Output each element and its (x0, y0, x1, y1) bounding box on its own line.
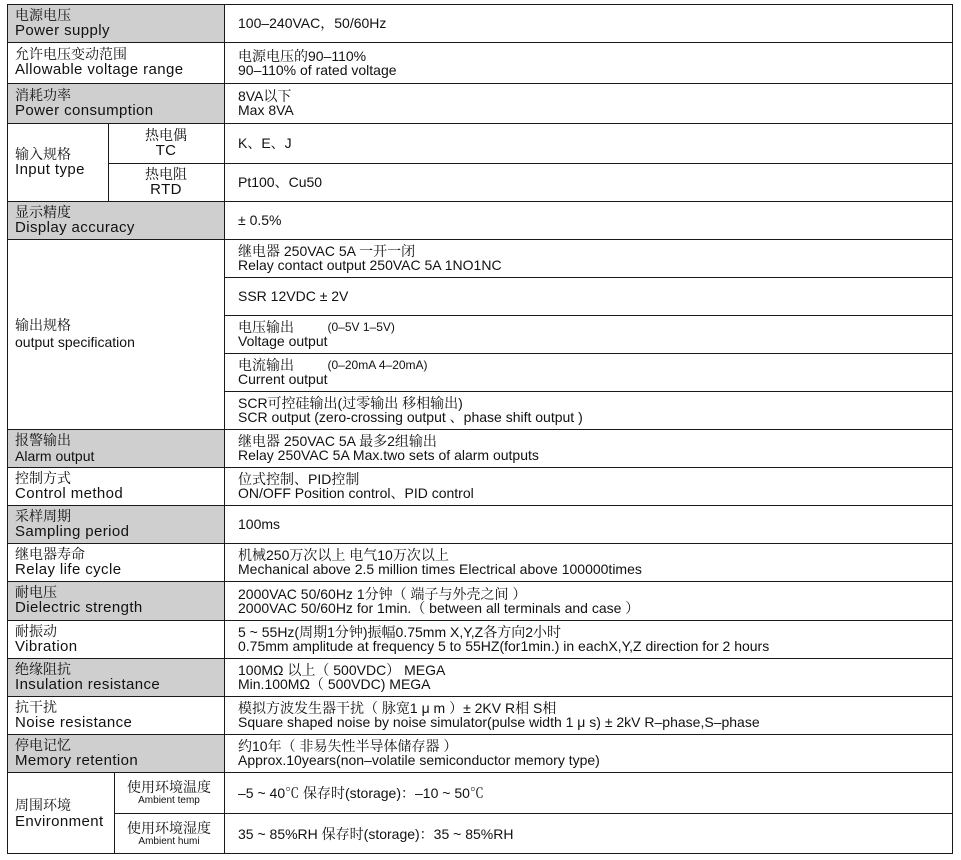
label-en: Allowable voltage range (15, 61, 184, 78)
value-sampling-period (224, 505, 953, 543)
label-noise (7, 696, 224, 734)
value-display-accuracy (224, 201, 953, 239)
value-cn: 继电器 250VAC 5A 最多2组输出 (238, 433, 437, 449)
value-en: Mechanical above 2.5 million times Electrical above 100000times (238, 561, 642, 577)
sublabel-cn: 使用环境温度 (127, 778, 211, 795)
value-tc (224, 123, 953, 163)
sublabel-rtd (108, 163, 224, 201)
value-cn: 位式控制、PID控制 (238, 471, 360, 487)
value-text: Pt100、Cu50 (238, 174, 323, 190)
value-output-relay (224, 239, 953, 277)
label-cn: 抗干扰 (15, 698, 57, 715)
value-insulation (224, 658, 953, 696)
value-cn: 电流输出 (238, 357, 294, 373)
sublabel-ambient-humi (114, 813, 224, 854)
value-cn: 2000VAC 50/60Hz 1分钟（ 端子与外壳之间 ） (238, 585, 527, 602)
value-en: Max 8VA (238, 102, 294, 118)
label-cn: 允许电压变动范围 (15, 46, 127, 62)
label-memory (7, 734, 224, 772)
label-power-supply (7, 4, 224, 42)
value-en: 90–110% of rated voltage (238, 61, 397, 78)
value-en: ON/OFF Position control、PID control (238, 485, 474, 501)
label-en: Environment (15, 813, 104, 830)
value-text: SSR 12VDC ± 2V (238, 288, 349, 304)
value-control-method (224, 467, 953, 505)
value-cn: 电压输出 (238, 319, 294, 335)
sublabel-tc (108, 123, 224, 163)
value-en: Relay contact output 250VAC 5A 1NO1NC (238, 257, 502, 273)
value-text: 35 ~ 85%RH 保存时(storage)：35 ~ 85%RH (238, 825, 514, 842)
label-cn: 耐电压 (15, 584, 57, 600)
value-alarm-output (224, 429, 953, 467)
value-en: Voltage output (238, 333, 328, 349)
value-cn: 约10年（ 非易失性半导体储存器 ） (238, 738, 458, 754)
label-output-spec (7, 239, 224, 429)
value-output-scr (224, 391, 953, 429)
sublabel-en: Ambient humi (138, 835, 200, 847)
label-cn: 输入规格 (15, 145, 71, 162)
label-cn: 采样周期 (15, 507, 71, 524)
sublabel-en: Ambient temp (138, 794, 200, 806)
label-input-type (7, 123, 108, 201)
value-output-current (224, 353, 953, 391)
label-insulation (7, 658, 224, 696)
sublabel-ambient-temp (114, 772, 224, 813)
value-text: K、E、J (238, 135, 292, 151)
label-display-accuracy (7, 201, 224, 239)
label-cn: 报警输出 (15, 431, 71, 448)
value-dielectric (224, 581, 953, 620)
label-vibration (7, 620, 224, 658)
label-cn: 显示精度 (15, 203, 71, 220)
label-cn: 周围环境 (15, 797, 71, 813)
value-cn: 5 ~ 55Hz(周期1分钟)振幅0.75mm X,Y,Z各方向2小时 (238, 624, 561, 640)
label-cn: 输出规格 (15, 316, 71, 333)
label-en: Control method (15, 484, 124, 502)
value-cn: 继电器 250VAC 5A 一开一闭 (238, 243, 416, 259)
value-en: SCR output (zero-crossing output 、phase shift output ) (238, 409, 583, 425)
label-en: Display accuracy (15, 218, 135, 236)
sublabel-cn: 热电阻 (145, 165, 187, 182)
value-ambient-temp (224, 772, 953, 813)
sublabel-cn: 使用环境湿度 (127, 819, 211, 836)
value-cn: 电源电压的90–110% (238, 47, 367, 64)
value-en: Approx.10years(non–volatile semiconductor memory type) (238, 752, 600, 768)
label-alarm-output (7, 429, 224, 467)
label-en: Dielectric strength (15, 599, 143, 616)
label-relay-life (7, 543, 224, 581)
label-en: Power supply (15, 21, 110, 39)
value-memory (224, 734, 953, 772)
label-cn: 继电器寿命 (15, 545, 85, 562)
value-en: 2000VAC 50/60Hz for 1min.（ between all terminals and case ） (238, 599, 640, 616)
value-cn: 8VA以下 (238, 88, 292, 104)
label-en: output specification (15, 333, 135, 350)
value-cn: 100MΩ 以上（ 500VDC） MEGA (238, 662, 446, 678)
value-cn: 机械250万次以上 电气10万次以上 (238, 547, 449, 563)
label-en: Insulation resistance (15, 675, 161, 693)
value-cn: SCR可控硅输出(过零输出 移相输出) (238, 395, 463, 411)
value-power-supply (224, 4, 953, 42)
label-control-method (7, 467, 224, 505)
label-cn: 绝缘阻抗 (15, 660, 71, 677)
value-text: 100ms (238, 516, 281, 532)
value-output-voltage (224, 315, 953, 353)
value-en: Square shaped noise by noise simulator(pulse width 1 μ s) ± 2kV R–phase,S–phase (238, 714, 760, 730)
label-environment (7, 772, 114, 854)
value-text: ± 0.5% (238, 212, 282, 228)
value-range: (0–5V 1–5V) (327, 320, 395, 334)
value-text: 100–240VAC，50/60Hz (238, 15, 387, 31)
label-power-consumption (7, 83, 224, 123)
specification-table (7, 4, 953, 854)
value-rtd (224, 163, 953, 201)
value-cn: 模拟方波发生器干扰（ 脉宽1 μ m ）± 2KV R相 S相 (238, 700, 557, 716)
label-cn: 电源电压 (15, 6, 71, 23)
label-en: Vibration (15, 637, 78, 655)
label-cn: 消耗功率 (15, 86, 71, 103)
sublabel-cn: 热电偶 (145, 126, 187, 143)
value-en: Current output (238, 371, 328, 387)
value-power-consumption (224, 83, 953, 123)
label-cn: 耐振动 (15, 622, 57, 639)
label-cn: 控制方式 (15, 469, 71, 486)
sublabel-en: TC (155, 141, 177, 159)
label-cn: 停电记忆 (15, 736, 71, 753)
label-en: Sampling period (15, 522, 130, 540)
label-en: Noise resistance (15, 713, 133, 731)
label-en: Memory retention (15, 751, 139, 769)
value-relay-life (224, 543, 953, 581)
label-dielectric (7, 581, 224, 620)
value-noise (224, 696, 953, 734)
label-voltage-range (7, 42, 224, 83)
label-en: Relay life cycle (15, 560, 122, 578)
value-vibration (224, 620, 953, 658)
label-sampling-period (7, 505, 224, 543)
value-voltage-range (224, 42, 953, 83)
value-ambient-humi (224, 813, 953, 854)
value-en: Relay 250VAC 5A Max.two sets of alarm outputs (238, 447, 539, 463)
label-en: Alarm output (15, 447, 95, 464)
value-text: –5 ~ 40℃ 保存时(storage)：–10 ~ 50℃ (238, 784, 484, 801)
value-output-ssr (224, 277, 953, 315)
sublabel-en: RTD (150, 180, 182, 198)
label-en: Power consumption (15, 101, 154, 119)
label-en: Input type (15, 160, 85, 178)
value-range: (0–20mA 4–20mA) (327, 358, 428, 372)
value-en: Min.100MΩ（ 500VDC) MEGA (238, 676, 431, 692)
value-en: 0.75mm amplitude at frequency 5 to 55HZ(for1min.) in eachX,Y,Z direction for 2 hours (238, 638, 770, 654)
